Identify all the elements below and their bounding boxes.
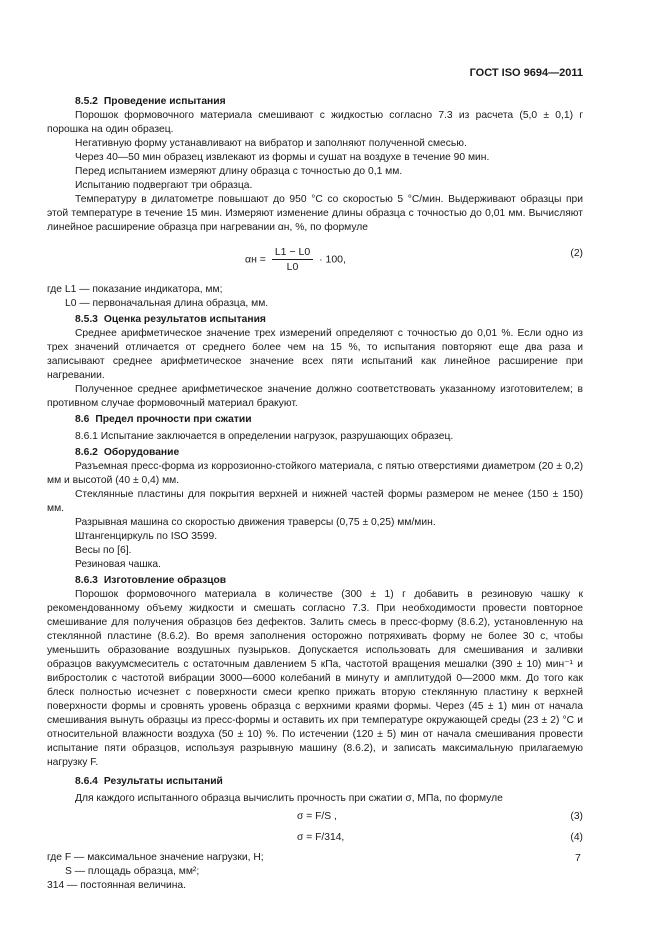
section-heading-8-5-3: 8.5.3 Оценка результатов испытания [75, 314, 266, 325]
where-line: S — площадь образца, мм²; [65, 866, 200, 877]
document-header: ГОСТ ISO 9694—2011 [469, 67, 583, 79]
paragraph: Через 40—50 мин образец извлекают из формы и сушат на воздухе в течение 90 мин. [75, 152, 490, 163]
formula-number: (4) [570, 832, 583, 843]
where-line: 314 — постоянная величина. [47, 880, 186, 891]
where-line: где L1 — показание индикатора, мм; [47, 284, 223, 295]
where-line: L0 — первоначальная длина образца, мм. [65, 298, 269, 309]
formula-number: (3) [570, 811, 583, 822]
paragraph: Полученное среднее арифметическое значение должно соответствовать указанному изготовителем; в противном случае формовочный материал бракуют. [47, 384, 583, 409]
formula-3: σ = F/S , (3) [297, 811, 583, 822]
formula-numerator: L1 − L0 [272, 245, 313, 260]
paragraph: Перед испытанием измеряют длину образца с точностью до 0,1 мм. [75, 166, 403, 177]
paragraph: Температуру в дилатометре повышают до 950 °С со скоростью 5 °С/мин. Выдерживают образцы при этой температуре в течение 15 мин. Измеряют изменение длины образца с точностью до 0,01 мм. Вычисляют линейное расширение образца при нагревании αн, %, по формуле [47, 194, 583, 233]
paragraph: Негативную форму устанавливают на вибратор и заполняют полученной смесью. [75, 138, 467, 149]
paragraph: Стеклянные пластины для покрытия верхней и нижней частей формы размером не менее (150 ± 150) мм. [47, 489, 583, 514]
section-heading-8-6-3: 8.6.3 Изготовление образцов [75, 575, 227, 586]
paragraph: Весы по [6]. [75, 545, 132, 556]
where-line: где F — максимальное значение нагрузки, Н; [47, 852, 264, 863]
paragraph: Порошок формовочного материала в количестве (300 ± 1) г добавить в резиновую чашку к рекомендованному объему жидкости и смешать согласно 7.3. При необходимости провести повторное смешивание для получения образцов без дефектов. Залить смесь в пресс-форму (8.6.2), установленную на стеклянной пластине (8.6.2). Во время заполнения осторожно потряхивать форму не более 30 с, чтобы уменьшить образование воздушных пузырьков. Допускается использовать для смешивания и заливки образцов вакуумсмеситель с остаточным давлением 5 кПа, частотой вращения мешалки (390 ± 10) мин⁻¹ и вибростолик с частотой вибрации 3000—6000 колебаний в минуту и амплитудой 0—2000 мкм. До того как блеск полностью исчезнет с поверхности смеси крепко прижать вторую стеклянную пластину к верхней поверхности формы и сровнять уровень образца с верхними краями формы. Через (45 ± 1) мин от начала смешивания вынуть образцы из пресс-формы и оставить их при температуре окружающей среды (23 ± 2) °С и относительной влажности воздуха (50 ± 10) %. По истечении (120 ± 5) мин от начала смешивания провести испытание пяти образцов, используя разрывную машину (8.6.2), и записать максимальную прилагаемую нагрузку F. [47, 589, 583, 768]
paragraph: Штангенциркуль по ISO 3599. [75, 531, 218, 542]
paragraph: Разрывная машина со скоростью движения траверсы (0,75 ± 0,25) мм/мин. [75, 517, 436, 528]
paragraph: Резиновая чашка. [75, 559, 161, 570]
formula-number: (2) [570, 248, 583, 259]
paragraph: Испытанию подвергают три образца. [75, 180, 253, 191]
section-heading-8-6: 8.6 Предел прочности при сжатии [75, 414, 252, 425]
formula-2: αн = $\frac{L1 - L0}{L0}$ · 100, (2) [245, 246, 583, 273]
formula-denominator: L0 [286, 261, 299, 273]
section-heading-8-6-4: 8.6.4 Результаты испытаний [75, 776, 223, 787]
paragraph: Для каждого испытанного образца вычислить прочность при сжатии σ, МПа, по формуле [75, 793, 503, 804]
paragraph: Порошок формовочного материала смешивают с жидкостью согласно 7.3 из расчета (5,0 ± 0,1) г порошка на один образец. [47, 110, 583, 135]
section-heading-8-5-2: 8.5.2 Проведение испытания [75, 96, 226, 107]
formula-4: σ = F/314, (4) [297, 832, 583, 843]
section-heading-8-6-2: 8.6.2 Оборудование [75, 447, 180, 458]
page-content [47, 93, 583, 893]
paragraph: Среднее арифметическое значение трех измерений определяют с точностью до 0,01 %. Если одно из трех значений отличается от среднего более чем на 15 %, то испытания повторяют еще два раза и записывают среднее арифметическое значение всех пяти испытаний как линейное расширение при нагревании. [47, 328, 583, 381]
paragraph: Разъемная пресс-форма из коррозионно-стойкого материала, с пятью отверстиями диаметром (20 ± 0,2) мм и высотой (40 ± 0,4) мм. [47, 461, 583, 486]
paragraph-8-6-1: 8.6.1 Испытание заключается в определении нагрузок, разрушающих образец. [75, 431, 454, 442]
page-number: 7 [575, 852, 581, 864]
